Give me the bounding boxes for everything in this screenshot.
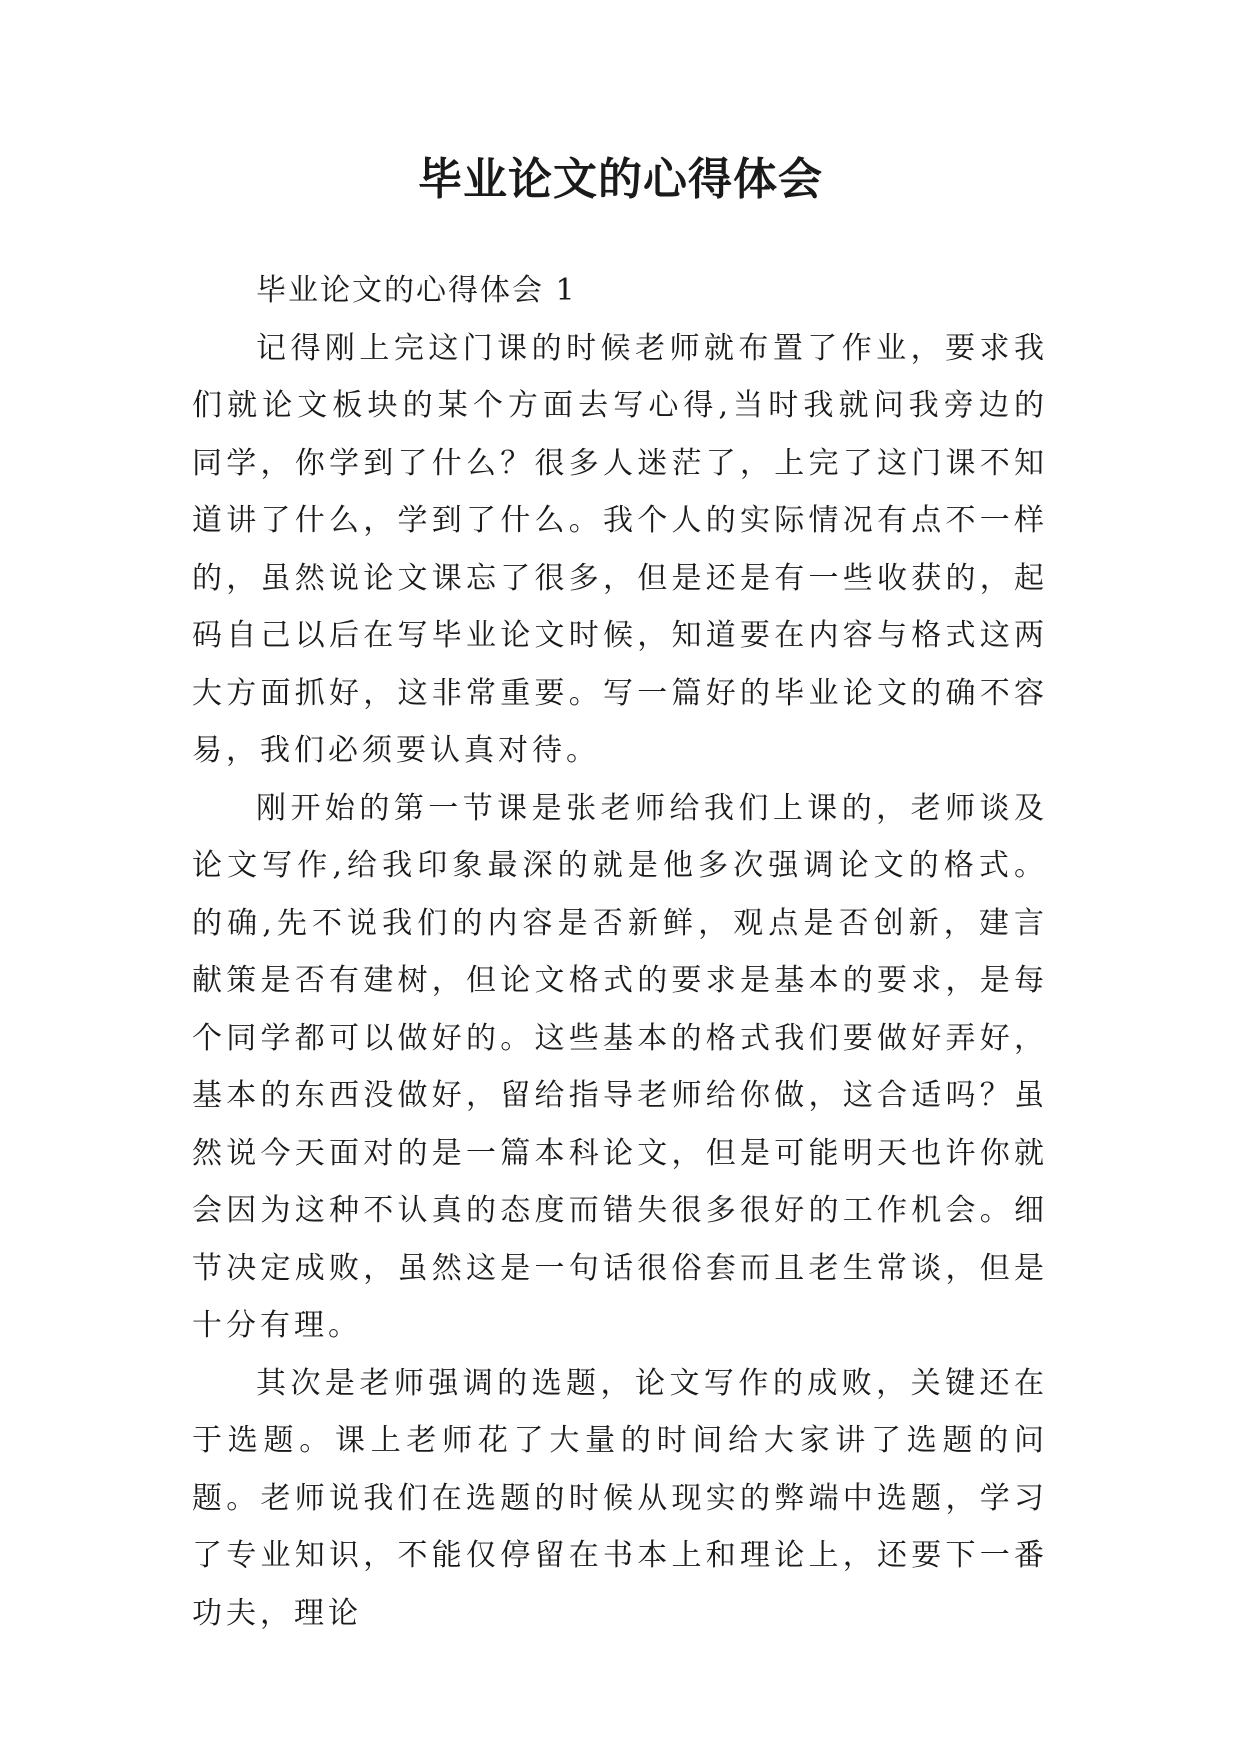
document-title: 毕业论文的心得体会 [418, 154, 823, 205]
document-body [192, 262, 1048, 1642]
paragraph: 其次是老师强调的选题，论文写作的成败，关键还在于选题。课上老师花了大量的时间给大家讲了选题的问题。老师说我们在选题的时候从现实的弊端中选题，学习了专业知识，不能仅停留在书本上和理论上，还要下一番功夫，理论 [192, 1365, 1048, 1631]
section-heading: 毕业论文的心得体会 1 [256, 273, 577, 308]
paragraph: 刚开始的第一节课是张老师给我们上课的，老师谈及论文写作,给我印象最深的就是他多次强调论文的格式。的确,先不说我们的内容是否新鲜，观点是否创新，建言献策是否有建树，但论文格式的要求是基本的要求，是每个同学都可以做好的。这些基本的格式我们要做好弄好，基本的东西没做好，留给指导老师给你做，这合适吗？虽然说今天面对的是一篇本科论文，但是可能明天也许你就会因为这种不认真的态度而错失很多很好的工作机会。细节决定成败，虽然这是一句话很俗套而且老生常谈，但是十分有理。 [192, 790, 1048, 1343]
paragraph: 记得刚上完这门课的时候老师就布置了作业，要求我们就论文板块的某个方面去写心得,当时我就问我旁边的同学，你学到了什么？很多人迷茫了，上完了这门课不知道讲了什么，学到了什么。我个人的实际情况有点不一样的，虽然说论文课忘了很多，但是还是有一些收获的，起码自己以后在写毕业论文时候，知道要在内容与格式这两大方面抓好，这非常重要。写一篇好的毕业论文的确不容易，我们必须要认真对待。 [192, 330, 1048, 768]
